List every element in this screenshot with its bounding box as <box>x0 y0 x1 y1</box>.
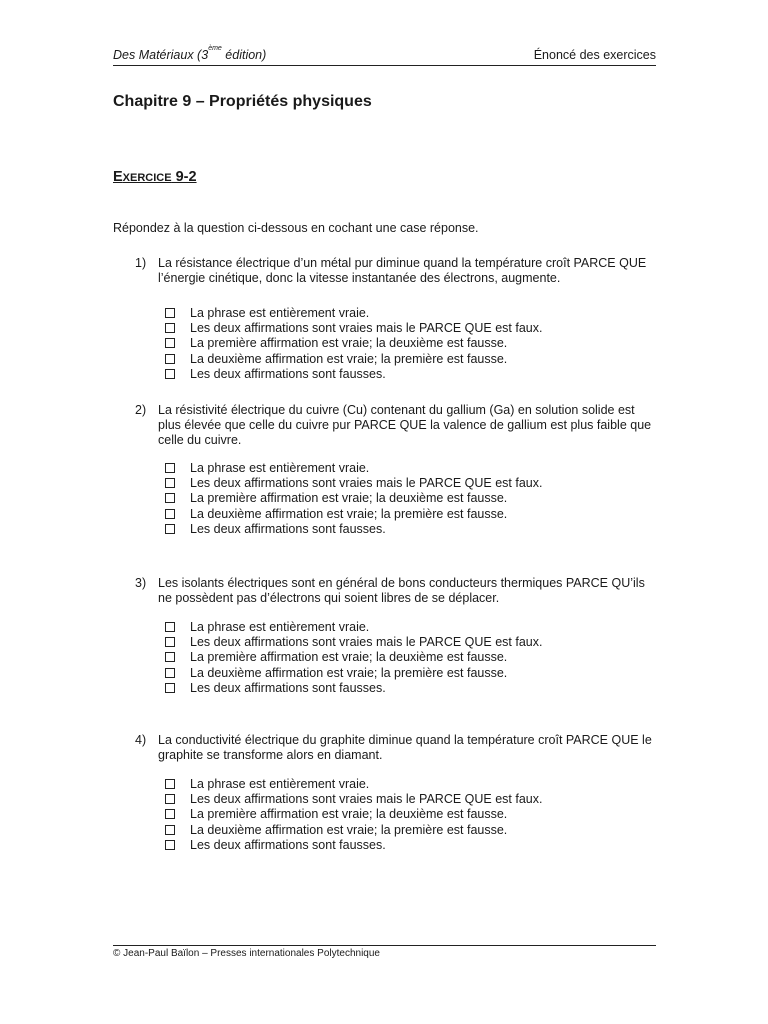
checkbox[interactable] <box>165 308 175 318</box>
checkbox[interactable] <box>165 338 175 348</box>
checkbox[interactable] <box>165 652 175 662</box>
page-footer: © Jean-Paul Baïlon – Presses internationales Polytechnique <box>113 945 656 959</box>
checkbox[interactable] <box>165 825 175 835</box>
checkbox[interactable] <box>165 369 175 379</box>
checkbox[interactable] <box>165 779 175 789</box>
question-text: La conductivité électrique du graphite diminue quand la température croît PARCE QUE le graphite se transforme alors en diamant. <box>158 733 652 762</box>
question-text: La résistivité électrique du cuivre (Cu) contenant du gallium (Ga) en solution solide est plus élevée que celle du cuivre pur PARCE QUE la valence de gallium est plus faible que celle du cuivre. <box>158 403 652 447</box>
question-4 <box>135 733 660 763</box>
checkbox[interactable] <box>165 509 175 519</box>
checkbox[interactable] <box>165 463 175 473</box>
question-3 <box>135 576 660 606</box>
checkbox[interactable] <box>165 637 175 647</box>
question-2 <box>135 403 660 448</box>
checkbox[interactable] <box>165 493 175 503</box>
checkbox[interactable] <box>165 668 175 678</box>
checkbox[interactable] <box>165 840 175 850</box>
question-text: Les isolants électriques sont en général de bons conducteurs thermiques PARCE QU’ils ne possèdent pas d’électrons qui soient libres de se déplacer. <box>158 576 645 605</box>
chapter-title: Chapitre 9 – Propriétés physiques <box>113 93 372 110</box>
question-text: La résistance électrique d’un métal pur diminue quand la température croît PARCE QUE l’énergie cinétique, donc la vitesse instantanée des électrons, augmente. <box>158 256 647 285</box>
question-1 <box>135 256 660 286</box>
book-title: Des Matériaux (3ème édition) <box>113 45 267 62</box>
checkbox[interactable] <box>165 323 175 333</box>
checkbox[interactable] <box>165 809 175 819</box>
exercise-title: EXERCICE 9-2 <box>113 169 197 185</box>
page-header <box>113 46 656 66</box>
checkbox[interactable] <box>165 683 175 693</box>
question-number: 2) <box>135 403 147 417</box>
checkbox[interactable] <box>165 794 175 804</box>
question-number: 3) <box>135 576 147 590</box>
instruction-text: Répondez à la question ci-dessous en cochant une case réponse. <box>113 221 479 235</box>
checkbox[interactable] <box>165 354 175 364</box>
checkbox[interactable] <box>165 478 175 488</box>
question-number: 1) <box>135 256 147 270</box>
question-number: 4) <box>135 733 147 747</box>
section-title: Énoncé des exercices <box>533 48 656 62</box>
checkbox[interactable] <box>165 622 175 632</box>
checkbox[interactable] <box>165 524 175 534</box>
